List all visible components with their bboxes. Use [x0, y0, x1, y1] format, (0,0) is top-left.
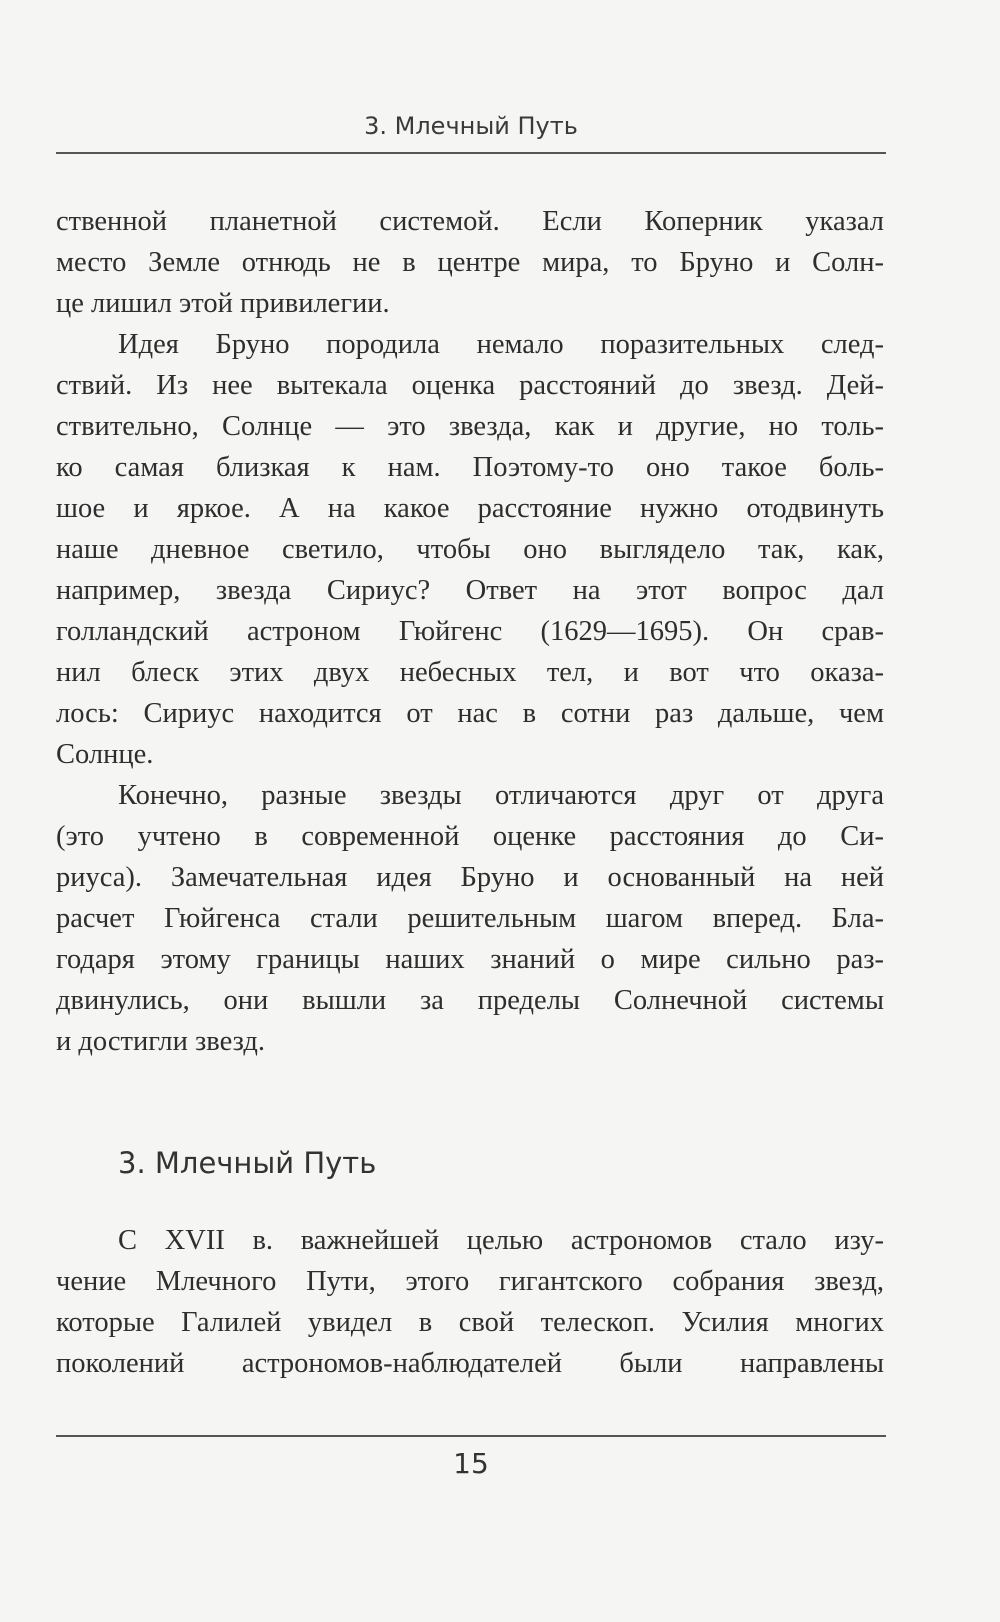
- text-line: ко самая близкая к нам. Поэтому-то оно такое боль-: [56, 452, 884, 483]
- text-line: наше дневное светило, чтобы оно выглядело так, как,: [56, 534, 884, 565]
- text-line: поколений астрономов-наблюдателей были направлены: [56, 1348, 884, 1379]
- text-line: ствий. Из нее вытекала оценка расстояний до звезд. Дей-: [56, 370, 884, 401]
- header-rule: [56, 152, 886, 154]
- text-line: шое и яркое. А на какое расстояние нужно отодвинуть: [56, 493, 884, 524]
- text-line: которые Галилей увидел в свой телескоп. Усилия многих: [56, 1307, 884, 1338]
- text-line: С XVII в. важнейшей целью астрономов стало изу-: [118, 1225, 884, 1256]
- page-number: 15: [453, 1447, 489, 1480]
- text-line: двинулись, они вышли за пределы Солнечной системы: [56, 985, 884, 1016]
- footer-rule: [56, 1435, 886, 1437]
- text-line: чение Млечного Пути, этого гигантского собрания звезд,: [56, 1266, 884, 1297]
- text-line: например, звезда Сириус? Ответ на этот вопрос дал: [56, 575, 884, 606]
- text-line: це лишил этой привилегии.: [56, 288, 390, 319]
- text-line: годаря этому границы наших знаний о мире сильно раз-: [56, 944, 884, 975]
- text-line: и достигли звезд.: [56, 1026, 265, 1057]
- text-line: риуса). Замечательная идея Бруно и основанный на ней: [56, 862, 884, 893]
- text-line: (это учтено в современной оценке расстояния до Си-: [56, 821, 884, 852]
- text-line: Идея Бруно породила немало поразительных след-: [118, 329, 884, 360]
- text-line: расчет Гюйгенса стали решительным шагом вперед. Бла-: [56, 903, 884, 934]
- body-text-section-2: [56, 1220, 884, 1384]
- text-line: нил блеск этих двух небесных тел, и вот что оказа-: [56, 657, 884, 688]
- body-text-section-1: [56, 201, 884, 1062]
- section-heading: 3. Млечный Путь: [118, 1146, 377, 1180]
- running-head: 3. Млечный Путь: [364, 112, 578, 140]
- text-line: место Земле отнюдь не в центре мира, то Бруно и Солн-: [56, 247, 884, 278]
- text-line: Солнце.: [56, 739, 154, 770]
- text-line: голландский астроном Гюйгенс (1629—1695). Он срав-: [56, 616, 884, 647]
- text-line: ственной планетной системой. Если Коперник указал: [56, 206, 884, 237]
- text-line: лось: Сириус находится от нас в сотни раз дальше, чем: [56, 698, 884, 729]
- text-line: ствительно, Солнце — это звезда, как и другие, но толь-: [56, 411, 884, 442]
- text-line: Конечно, разные звезды отличаются друг от друга: [118, 780, 884, 811]
